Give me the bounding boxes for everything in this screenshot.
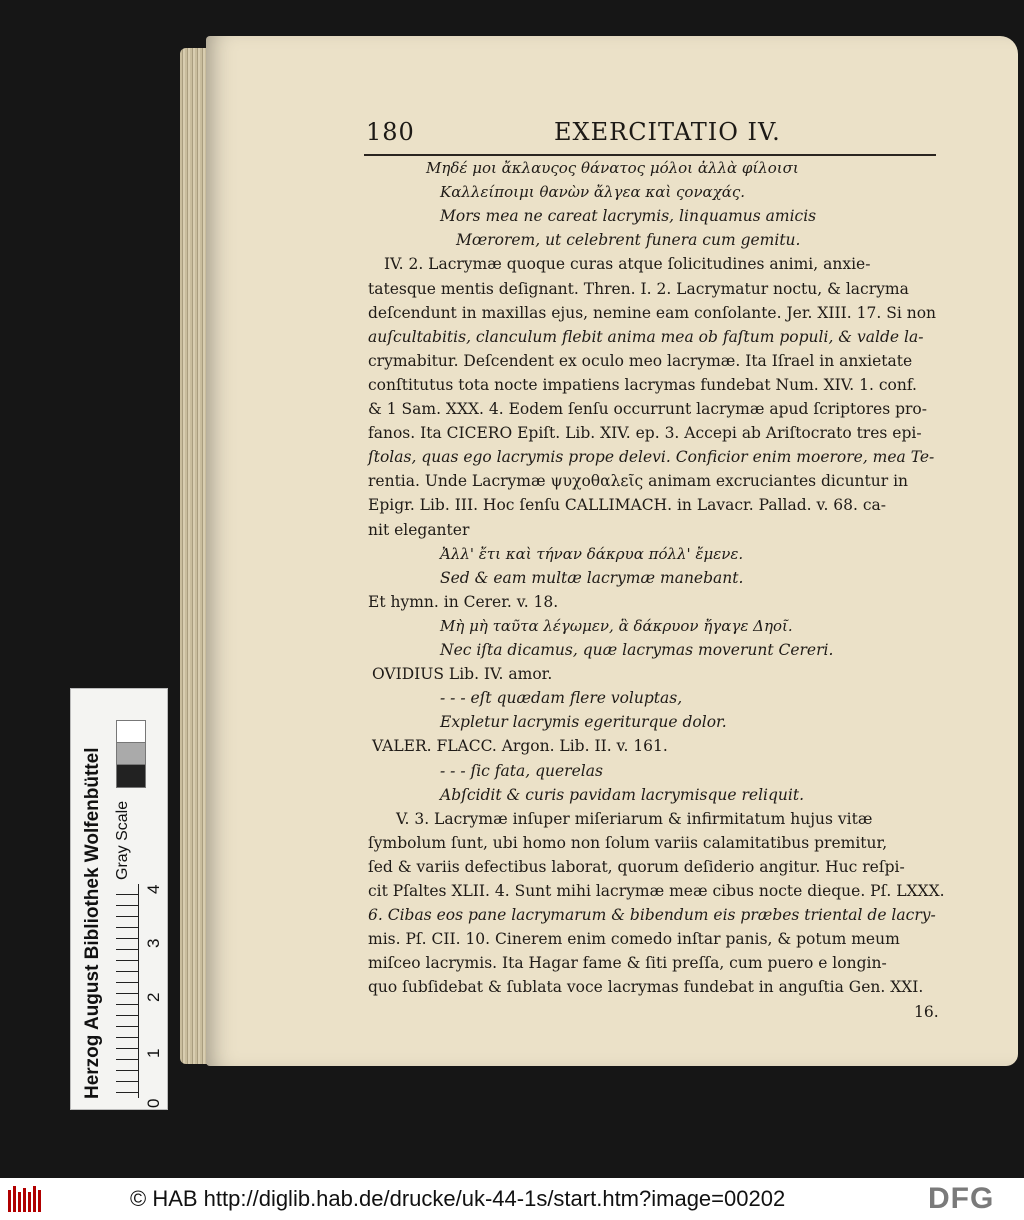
text-line: cit Pſaltes XLII. 4. Sunt mihi lacrymæ meæ cibus nocte dieque. Pſ. LXXX. xyxy=(368,882,945,900)
ruler-number: 1 xyxy=(144,1048,163,1058)
text-line: ſed & variis defectibus laborat, quorum deſiderio angitur. Huc reſpi- xyxy=(368,857,905,876)
scale-ruler xyxy=(116,884,139,1098)
footer-credit-link[interactable]: © HAB http://diglib.hab.de/drucke/uk-44-1s/start.htm?image=00202 xyxy=(130,1186,786,1211)
text-line: Sed & eam multæ lacrymæ manebant. xyxy=(440,568,744,587)
footer-bar xyxy=(0,1178,1024,1220)
text-line: Μηδέ μοι ἄκλαυςος θάνατος μόλοι ἀλλὰ φίλοισι xyxy=(426,159,799,177)
text-line: fanos. Ita CICERO Epiſt. Lib. XIV. ep. 3. Accepi ab Ariſtocrato tres epi- xyxy=(368,424,922,443)
text-line: 6. Cibas eos pane lacrymarum & bibendum eis præbes triental de lacry- xyxy=(368,906,936,925)
text-line: tatesque mentis deſignant. Thren. I. 2. Lacrymatur noctu, & lacryma xyxy=(368,279,909,298)
text-line: V. 3. Lacrymæ inſuper miſeriarum & infirmitatum hujus vitæ xyxy=(396,809,873,828)
text-line: miſceo lacrymis. Ita Hagar fame & ſiti preſſa, cum puero e longin- xyxy=(368,954,887,973)
ruler-number: 2 xyxy=(144,992,163,1002)
text-line: IV. 2. Lacrymæ quoque curas atque ſolicitudines animi, anxie- xyxy=(384,255,871,274)
text-line: mis. Pſ. CII. 10. Cinerem enim comedo inſtar panis, & potum meum xyxy=(368,930,900,949)
text-line: ſymbolum ſunt, ubi homo non ſolum variis calamitatibus premitur, xyxy=(368,833,888,852)
white-swatch xyxy=(116,720,146,744)
page-header xyxy=(364,112,936,152)
black-swatch xyxy=(116,764,146,788)
text-line: Μὴ μὴ ταῦτα λέγωμεν, ἃ δάκρυον ἤγαγε Δηοῖ. xyxy=(440,616,793,635)
ruler-number: 3 xyxy=(144,938,163,948)
ruler-number: 4 xyxy=(144,884,163,894)
text-line: Mors mea ne careat lacrymis, linquamus amicis xyxy=(440,207,817,226)
text-line: Epigr. Lib. III. Hoc ſenſu CALLIMACH. in Lavacr. Pallad. v. 68. ca- xyxy=(368,496,887,515)
text-line: Abſcidit & curis pavidam lacrymisque reliquit. xyxy=(440,785,805,804)
text-line: & 1 Sam. XXX. 4. Eodem ſenſu occurrunt lacrymæ apud ſcriptores pro- xyxy=(368,400,927,418)
text-line: - - - eſt quædam flere voluptas, xyxy=(440,689,683,708)
text-line: OVIDIUS Lib. IV. amor. xyxy=(372,665,553,684)
text-line: Καλλείποιμι θανὼν ἄλγεα καὶ ςοναχάς. xyxy=(440,183,746,202)
text-line: Mœrorem, ut celebrent funera cum gemitu. xyxy=(456,231,801,250)
hab-logo-icon xyxy=(6,1182,46,1216)
text-line: VALER. FLACC. Argon. Lib. II. v. 161. xyxy=(372,737,668,756)
text-line: - - - ſic fata, querelas xyxy=(440,761,603,780)
text-line: deſcendunt in maxillas ejus, nemine eam conſolante. Jer. XIII. 17. Si non xyxy=(368,303,937,322)
text-line: ſtolas, quas ego lacrymis prope delevi. Conficior enim moerore, mea Te- xyxy=(368,448,935,467)
text-line: Nec iſta dicamus, quæ lacrymas moverunt Cereri. xyxy=(440,641,834,659)
text-line: Et hymn. in Cerer. v. 18. xyxy=(368,592,559,611)
text-line: conſtitutus tota nocte impatiens lacrymas fundebat Num. XIV. 1. conf. xyxy=(368,375,917,394)
running-title: EXERCITATIO IV. xyxy=(554,118,781,146)
text-line: quo ſubſidebat & ſublata voce lacrymas fundebat in anguſtia Gen. XXI. xyxy=(368,978,924,997)
text-line: 16. xyxy=(914,1002,939,1021)
text-line: Ἀλλ' ἔτι καὶ τήναν δάκρυα πόλλ' ἔμενε. xyxy=(440,544,744,563)
library-name: Herzog August Bibliothek Wolfenbüttel xyxy=(82,747,103,1099)
dfg-logo: DFG xyxy=(928,1182,995,1215)
text-line: rentia. Unde Lacrymæ ψυχοθαλεῖς animam excruciantes dicuntur in xyxy=(368,472,909,491)
text-line: auſcultabitis, clanculum flebit anima mea ob faſtum populi, & valde la- xyxy=(368,327,924,346)
page-number: 180 xyxy=(366,118,415,146)
text-line: nit eleganter xyxy=(368,520,470,539)
text-line: Expletur lacrymis egeriturque dolor. xyxy=(440,713,727,732)
gray-swatch xyxy=(116,742,146,766)
ruler-number: 0 xyxy=(144,1098,163,1108)
text-line: crymabitur. Deſcendent ex oculo meo lacrymæ. Ita Iſrael in anxietate xyxy=(368,351,913,370)
gray-scale-label: Gray Scale xyxy=(114,800,131,880)
